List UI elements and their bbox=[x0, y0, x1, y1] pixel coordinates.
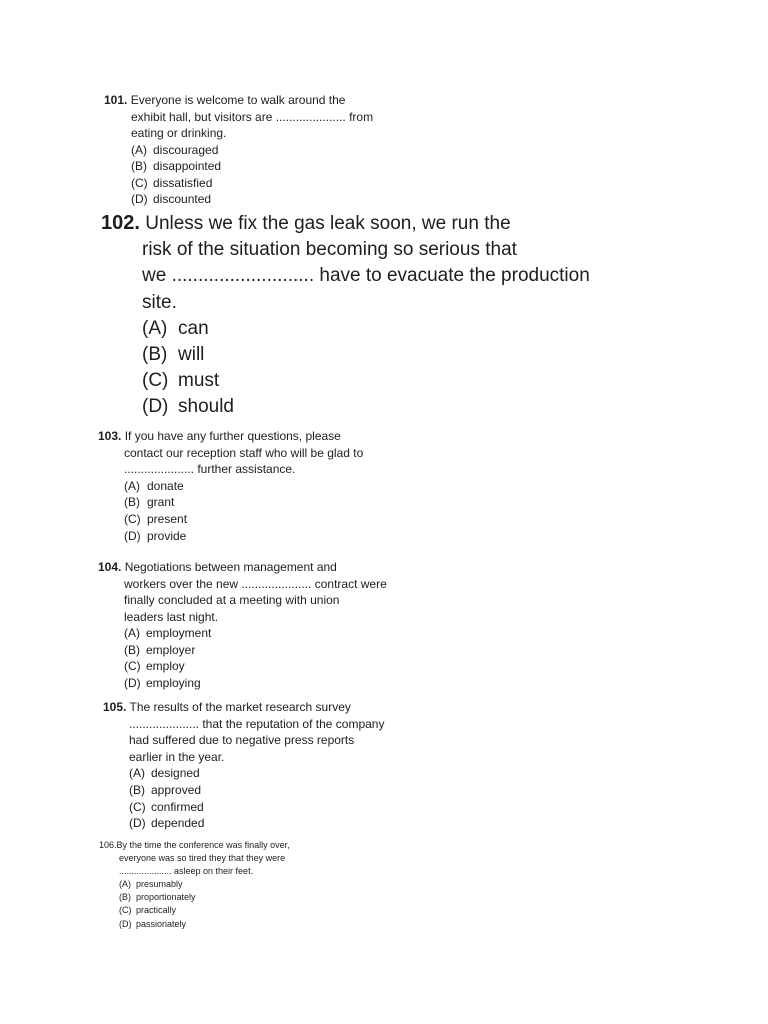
option-letter: (B) bbox=[142, 344, 168, 366]
answer-options bbox=[101, 316, 561, 421]
option-letter: (B) bbox=[124, 495, 140, 510]
option-letter: (A) bbox=[142, 317, 168, 339]
stem-text: had suffered due to negative press reports bbox=[129, 733, 355, 748]
stem-text: we ........................... have to evacuate the production bbox=[142, 265, 590, 287]
question-number: 106. bbox=[99, 840, 117, 850]
option-a[interactable] bbox=[124, 625, 388, 642]
option-letter: (D) bbox=[131, 192, 148, 206]
stem-text: finally concluded at a meeting with union bbox=[124, 593, 340, 607]
stem-text: risk of the situation becoming so serious that bbox=[142, 239, 517, 261]
answer-options bbox=[98, 625, 388, 691]
option-letter: (A) bbox=[131, 142, 147, 157]
stem-text: contact our reception staff who will be glad to bbox=[124, 445, 364, 460]
option-letter: (D) bbox=[142, 396, 169, 418]
question-106 bbox=[99, 839, 339, 931]
option-a[interactable] bbox=[124, 478, 388, 495]
option-text: must bbox=[178, 370, 220, 392]
option-text: present bbox=[147, 511, 188, 526]
option-a[interactable] bbox=[131, 142, 384, 159]
question-102 bbox=[101, 210, 590, 421]
option-b[interactable] bbox=[129, 782, 393, 799]
stem-text: everyone was so tired they that they were bbox=[119, 853, 286, 864]
option-letter: (B) bbox=[131, 159, 147, 173]
option-text: disappointed bbox=[153, 159, 222, 173]
stem-text: Unless we fix the gas leak soon, we run the bbox=[145, 213, 511, 234]
option-c[interactable] bbox=[131, 175, 384, 192]
stem-text: ..................... that the reputation of the company bbox=[129, 716, 385, 731]
option-text: presumably bbox=[136, 879, 183, 890]
option-letter: (A) bbox=[119, 879, 131, 890]
option-letter: (D) bbox=[124, 675, 141, 690]
stem-text: site. bbox=[142, 291, 177, 313]
option-d[interactable] bbox=[119, 918, 339, 931]
option-text: will bbox=[178, 344, 205, 366]
option-c[interactable] bbox=[124, 658, 388, 675]
question-105 bbox=[103, 699, 393, 832]
option-letter: (A) bbox=[129, 766, 145, 781]
answer-options bbox=[103, 765, 393, 831]
option-letter: (C) bbox=[129, 799, 146, 814]
option-text: discouraged bbox=[153, 142, 219, 157]
option-text: proportionately bbox=[136, 892, 196, 903]
option-c[interactable] bbox=[124, 511, 388, 528]
option-letter: (C) bbox=[124, 511, 141, 526]
option-b[interactable] bbox=[124, 494, 388, 511]
stem-text: The results of the market research survey bbox=[129, 700, 351, 714]
stem-text: Negotiations between management and bbox=[124, 560, 337, 574]
option-letter: (D) bbox=[119, 918, 132, 929]
stem-text: exhibit hall, but visitors are ..................... from bbox=[131, 109, 374, 124]
question-stem-line bbox=[103, 699, 393, 716]
option-letter: (C) bbox=[131, 175, 148, 190]
question-stem-line bbox=[98, 428, 388, 445]
option-text: employing bbox=[146, 675, 201, 690]
option-text: provide bbox=[147, 528, 187, 543]
option-d[interactable] bbox=[124, 675, 388, 692]
answer-options bbox=[104, 142, 384, 208]
question-number: 103. bbox=[98, 429, 122, 443]
option-text: approved bbox=[151, 782, 202, 797]
option-b[interactable] bbox=[119, 891, 339, 904]
answer-options bbox=[98, 478, 388, 544]
option-text: employer bbox=[146, 642, 196, 657]
option-d[interactable] bbox=[142, 394, 561, 420]
question-number: 101. bbox=[104, 93, 128, 107]
stem-text: leaders last night. bbox=[124, 609, 219, 624]
option-text: employment bbox=[146, 626, 212, 640]
stem-text: ..................... asleep on their feet. bbox=[119, 866, 254, 877]
option-text: discounted bbox=[153, 192, 212, 206]
option-d[interactable] bbox=[131, 191, 384, 208]
question-stem-line bbox=[99, 839, 339, 852]
stem-text: workers over the new ..................... contract were bbox=[124, 576, 387, 591]
option-a[interactable] bbox=[129, 765, 393, 782]
answer-options bbox=[99, 878, 339, 930]
option-b[interactable] bbox=[131, 158, 384, 175]
option-letter: (A) bbox=[124, 478, 140, 493]
option-letter: (B) bbox=[129, 782, 145, 797]
option-text: designed bbox=[151, 766, 200, 781]
option-letter: (C) bbox=[124, 659, 141, 673]
option-text: grant bbox=[147, 495, 175, 510]
option-c[interactable] bbox=[129, 799, 393, 816]
option-text: employ bbox=[146, 659, 185, 673]
option-c[interactable] bbox=[142, 368, 561, 394]
question-103 bbox=[98, 428, 388, 544]
stem-text: If you have any further questions, please bbox=[124, 429, 341, 443]
question-stem-line bbox=[98, 559, 388, 576]
stem-text: eating or drinking. bbox=[131, 126, 227, 140]
option-letter: (B) bbox=[124, 642, 140, 657]
option-text: passionately bbox=[136, 918, 187, 929]
stem-text: earlier in the year. bbox=[129, 749, 225, 764]
question-stem-line bbox=[104, 92, 384, 109]
option-letter: (D) bbox=[124, 528, 141, 543]
option-letter: (C) bbox=[142, 370, 169, 392]
option-a[interactable] bbox=[119, 878, 339, 891]
option-letter: (C) bbox=[119, 905, 132, 916]
option-text: dissatisfied bbox=[153, 175, 213, 190]
option-d[interactable] bbox=[129, 815, 393, 832]
question-101 bbox=[104, 92, 384, 208]
option-letter: (D) bbox=[129, 816, 146, 831]
option-text: practically bbox=[136, 905, 177, 916]
option-a[interactable] bbox=[142, 316, 561, 342]
option-letter: (B) bbox=[119, 892, 131, 903]
option-text: confirmed bbox=[151, 799, 204, 814]
option-d[interactable] bbox=[124, 528, 388, 545]
stem-text: Everyone is welcome to walk around the bbox=[130, 93, 346, 107]
question-number: 104. bbox=[98, 560, 122, 574]
option-text: donate bbox=[147, 478, 184, 493]
option-c[interactable] bbox=[119, 904, 339, 917]
option-b[interactable] bbox=[124, 642, 388, 659]
question-number: 105. bbox=[103, 700, 127, 714]
stem-text: By the time the conference was finally over, bbox=[116, 840, 290, 850]
option-text: should bbox=[178, 396, 234, 418]
option-b[interactable] bbox=[142, 342, 561, 368]
option-text: can bbox=[178, 317, 209, 339]
option-text: depended bbox=[151, 816, 205, 831]
option-letter: (A) bbox=[124, 626, 140, 640]
question-104 bbox=[98, 559, 388, 691]
question-number: 102. bbox=[101, 212, 140, 234]
question-stem-line bbox=[101, 210, 561, 237]
stem-text: ..................... further assistance. bbox=[124, 462, 296, 477]
